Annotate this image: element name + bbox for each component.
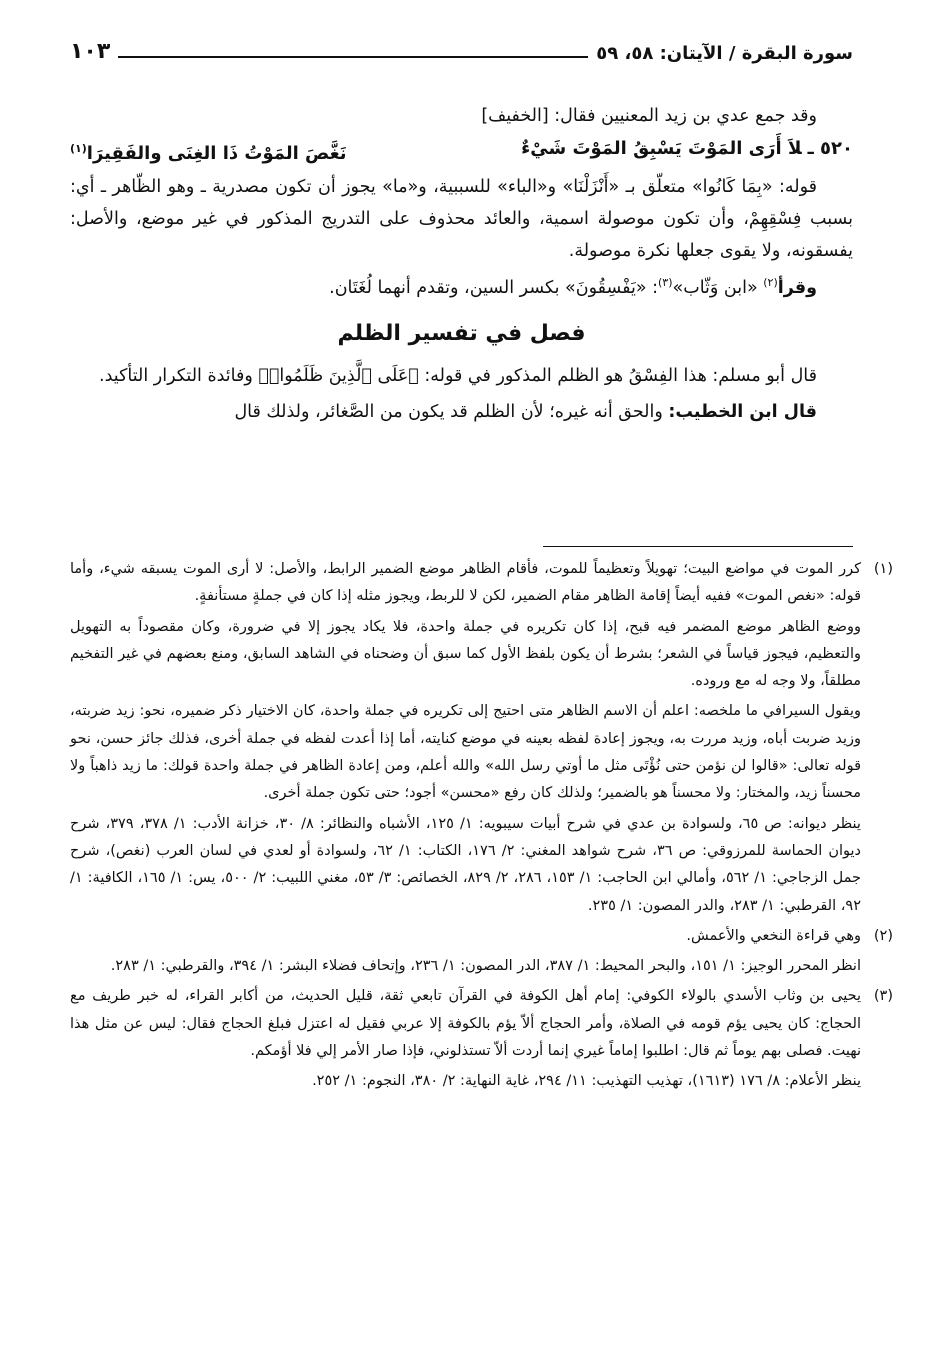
footnote-paragraph: ووضع الظاهر موضع المضمر فيه قبح، إذا كان تكريره في جملة واحدة، فلا يكاد يجوز إلا في ضرورة، وكان مقصوداً به التهويل والتعظيم، فيجوز قياساً في الشعر؛ بشرط أن يكون بلفظ الأول كما سبق أن وضحناه في الشاهد السابق، ومنع بعضهم في غير التفخيم مطلقاً، ولا وجه له مع وروده. — [70, 618, 861, 690]
poetry-verse — [70, 132, 853, 171]
paragraph-abu-muslim: قال أبو مسلم: هذا الفِسْقُ هو الظلم المذكور في قوله: ﴿عَلَى ٱلَّذِينَ ظَلَمُوا۟﴾ وفائدة التكرار التأكيد. — [99, 365, 817, 386]
footnote-1 — [70, 556, 893, 920]
footnote-mark: (٣) — [873, 988, 893, 1005]
footnote-3 — [70, 983, 893, 1095]
footnote-2 — [70, 923, 893, 981]
verse-number: ٥٢٠ ـ — [807, 138, 853, 159]
section-heading: فصل في تفسير الظلم — [337, 320, 586, 346]
footnote-paragraph: وهي قراءة النخعي والأعمش. — [686, 927, 861, 944]
footnote-paragraph: يحيى بن وثاب الأسدي بالولاء الكوفي: إمام أهل الكوفة في القرآن تابعي ثقة، قليل الحديث، من أكابر القراء، له خبر طريف مع الحجاج: كان يحيى يؤم قومه في الصلاة، وأمر الحجاج ألاّ يؤم بالكوفة إلا عربي فقيل له اعتزل فبلغ الحجاج فقال: ليس عن مثل هذا نهيت. فصلى بهم يوماً ثم قال: اطلبوا إماماً غيري إنما أردت ألاّ تستذلوني، فإذا صار الأمر إلي فلا أؤمكم. — [70, 988, 861, 1060]
paragraph-reading: وقرأ$^{(٢)}$ «ابن وَثّاب»$^{(٣)}$: «يَفْسِقُونَ» بكسر السين، وتقدم أنهما لُغَتَان. — [329, 276, 817, 298]
main-text — [70, 100, 853, 428]
running-header — [70, 30, 853, 64]
footnote-mark: (١) — [873, 561, 893, 577]
paragraph-ibn-khatib: قال ابن الخطيب: والحق أنه غيره؛ لأن الظلم قد يكون من الصَّغائر، ولذلك قال — [234, 401, 817, 422]
footnote-ref-3: (٣) — [658, 276, 673, 289]
intro-line: وقد جمع عدي بن زيد المعنيين فقال: [الخفيف] — [481, 106, 817, 126]
footnotes — [70, 556, 893, 1096]
footnote-sources: انظر المحرر الوجيز: ١/ ١٥١، والبحر المحيط: ١/ ٣٨٧، الدر المصون: ١/ ٢٣٦، وإتحاف فضلاء البشر: ١/ ٣٩٤، والقرطبي: ١/ ٢٨٣. — [110, 958, 861, 975]
ibn-khatib-lead: قال ابن الخطيب: — [668, 401, 817, 422]
header-title: سورة البقرة / الآيتان: ٥٨، ٥٩ — [596, 43, 853, 64]
footnote-sources: ينظر ديوانه: ص ٦٥، ولسوادة بن عدي في شرح أبيات سيبويه: ١/ ١٢٥، الأشباه والنظائر: ٨/ ٣٠، خزانة الأدب: ١/ ٣٧٨، ٣٧٩، شرح ديوان الحماسة للمرزوقي: ص ٣٦، شرح شواهد المغني: ٢/ ١٧٦، الكتاب: ١/ ٦٢، ولسوادة أو لعدي في لسان العرب (نغص)، شرح جمل الزجاجي: ١/ ٥٦٢، وأمالي ابن الحاجب: ١/ ١٥٣، ٢٨٦، ٢/ ٨٢٩، الخصائص: ٣/ ٥٣، مغني اللبيب: ٢/ ٥٠٠، يس: ١/ ١٦٥، الكافية: ١/ ٩٢، القرطبي: ١/ ٢٨٣، والدر المصون: ١/ ٢٣٥. — [70, 815, 862, 914]
header-rule — [118, 56, 588, 58]
footnote-ref-1: (١) — [70, 142, 87, 155]
footnote-sources: ينظر الأعلام: ٨/ ١٧٦ (١٦١٣)، تهذيب التهذيب: ١١/ ٢٩٤، غاية النهاية: ٢/ ٣٨٠، النجوم: ١/ ٢٥٢. — [312, 1073, 861, 1090]
footnote-ref-2: (٢) — [763, 276, 778, 289]
reading-lead: وقرأ — [777, 277, 817, 298]
verse-second-hemistich: نَغَّصَ المَوْتُ ذَا الغِنَى والفَقِيرَا$^{(١)}$ — [70, 142, 347, 164]
page-number: ١٠٣ — [70, 39, 111, 64]
footnote-mark: (٢) — [873, 927, 893, 944]
footnote-paragraph: ويقول السيرافي ما ملخصه: اعلم أن الاسم الظاهر متى احتيج إلى تكريره في جملة واحدة، كان الاختيار ذكر ضميره، نحو: زيد ضربته، وزيد ضربت أباه، وزيد مررت به، ويجوز إعادة لفظه بعينه في موضع كنايته، أما إذا أعدت لفظه في جملة أخرى، فذلك جائز حسن، نحو قوله تعالى: «قالوا لن نؤمن حتى نُؤْتَى مثل ما أوتي رسل الله» والله أعلم، ومن إعادة الظاهر في جملة واحدة قولك: ما زيد ذاهباً ولا محسناً زيد، والمختار: ولا محسناً هو بالضمير؛ ولذلك كان رفع «محسن» أجود؛ حتى تكون جملة أخرى. — [70, 703, 861, 802]
verse-first-hemistich: ٥٢٠ ـلاَ أَرَى المَوْتَ يَسْبِقُ المَوْتَ شَيْءٌ — [521, 138, 853, 159]
footnote-paragraph: كرر الموت في مواضع البيت؛ تهويلاً وتعظيماً للموت، فأقام الظاهر موضع الضمير الرابط، والأصل: لا أرى الموت يسبقه شيء، وأما قوله: «نغص الموت» ففيه أيضاً إقامة الظاهر مقام الضمير، لكن لا للربط، ويجوز مثله إذا كان في جملةٍ مستأنفةٍ. — [70, 561, 861, 605]
footnote-separator — [543, 546, 853, 547]
paragraph-grammar: قوله: «بِمَا كَانُوا» متعلّق بـ «أَنْزَلْنَا» و«الباء» للسببية، و«ما» يجوز أن تكون مصدرية ـ وهو الظّاهر ـ أي: بسبب فِسْقِهِمْ، وأن تكون موصولة اسمية، والعائد محذوف على التدريج المذكور في غير موضع، والأصل: يفسقونه، ولا يقوى جعلها نكرة موصولة. — [70, 177, 853, 261]
book-page — [70, 0, 893, 1369]
